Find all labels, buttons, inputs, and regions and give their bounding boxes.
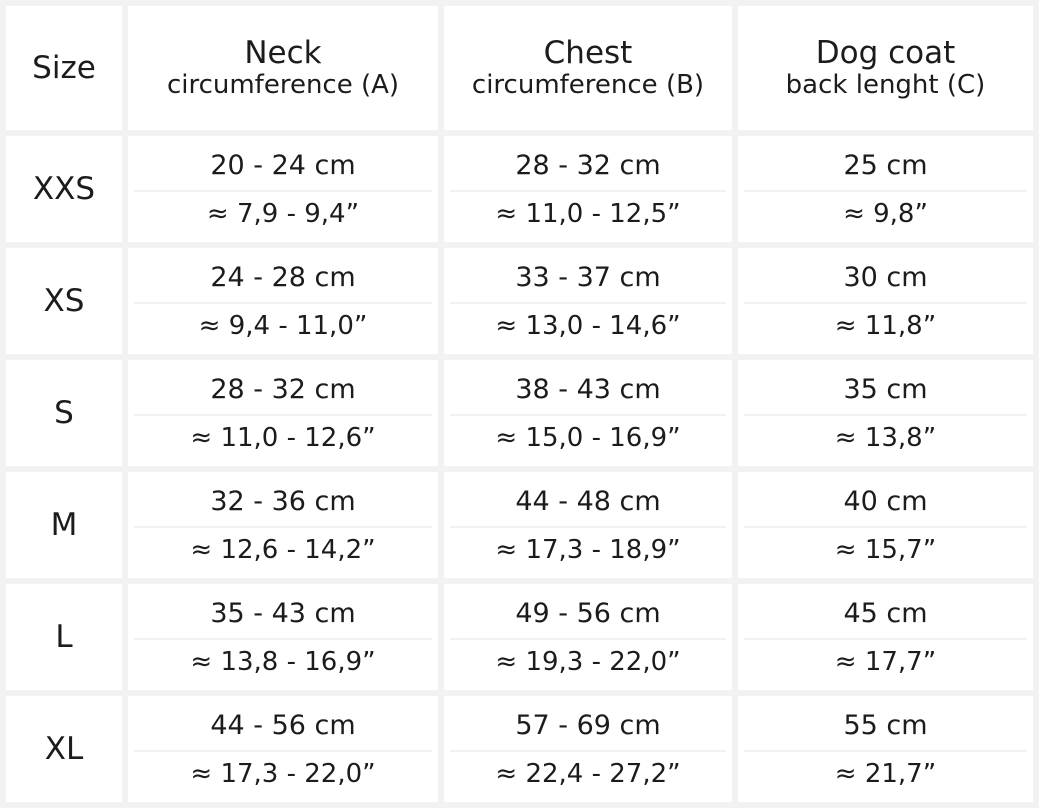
back-inch-value: ≈ 9,8” [843,198,928,229]
table-body [6,136,1033,802]
neck-measurement [134,368,432,458]
column-header-neck-main: Neck [244,34,322,71]
neck-measurement [134,144,432,234]
chest-measurement [450,256,726,346]
chest-cell [444,136,732,242]
chest-inch-value: ≈ 19,3 - 22,0” [495,646,681,677]
column-header-back [738,6,1033,130]
back-inch-value: ≈ 15,7” [834,534,937,565]
column-header-size [6,6,122,130]
back-cell [738,136,1033,242]
neck-measurement [134,704,432,794]
chest-cell [444,248,732,354]
table-header-row [6,6,1033,130]
chest-cm-value: 28 - 32 cm [450,144,726,191]
neck-cell [128,248,438,354]
chest-inch-value: ≈ 13,0 - 14,6” [495,310,681,341]
size-cell [6,472,122,578]
column-header-size-text: Size [32,49,96,86]
table-row [6,472,1033,578]
chest-measurement [450,704,726,794]
size-label: M [50,506,78,543]
back-cm-value: 35 cm [744,368,1027,415]
chest-cm-value: 44 - 48 cm [450,480,726,527]
chest-inch-value: ≈ 22,4 - 27,2” [495,758,681,789]
back-inch-value: ≈ 21,7” [834,758,937,789]
neck-measurement [134,480,432,570]
neck-cm-value: 32 - 36 cm [134,480,432,527]
chest-cell [444,360,732,466]
chest-measurement [450,480,726,570]
neck-inch-value: ≈ 9,4 - 11,0” [198,310,368,341]
size-label: XL [44,730,84,767]
chest-inch-value: ≈ 11,0 - 12,5” [495,198,681,229]
column-header-neck [128,6,438,130]
neck-inch-value: ≈ 7,9 - 9,4” [206,198,360,229]
neck-inch-value: ≈ 13,8 - 16,9” [190,646,376,677]
chest-inch-value: ≈ 15,0 - 16,9” [495,422,681,453]
table-row [6,248,1033,354]
size-label: S [54,394,74,431]
size-cell [6,248,122,354]
neck-inch-value: ≈ 17,3 - 22,0” [190,758,376,789]
back-cell [738,360,1033,466]
column-header-chest-main: Chest [543,34,633,71]
table-row [6,696,1033,802]
back-measurement [744,480,1027,570]
chest-measurement [450,368,726,458]
neck-inch-value: ≈ 12,6 - 14,2” [190,534,376,565]
neck-measurement [134,592,432,682]
chest-cm-value: 57 - 69 cm [450,704,726,751]
column-header-back-sub: back lenght (C) [785,69,986,100]
neck-cell [128,360,438,466]
chest-measurement [450,592,726,682]
back-cm-value: 30 cm [744,256,1027,303]
size-label: XS [43,282,85,319]
neck-cell [128,136,438,242]
back-cm-value: 40 cm [744,480,1027,527]
back-cm-value: 25 cm [744,144,1027,191]
back-inch-value: ≈ 13,8” [834,422,937,453]
chest-inch-value: ≈ 17,3 - 18,9” [495,534,681,565]
neck-inch-value: ≈ 11,0 - 12,6” [190,422,376,453]
back-inch-value: ≈ 17,7” [834,646,937,677]
size-cell [6,696,122,802]
back-cm-value: 55 cm [744,704,1027,751]
chest-cell [444,584,732,690]
neck-cm-value: 44 - 56 cm [134,704,432,751]
chest-cm-value: 49 - 56 cm [450,592,726,639]
neck-cm-value: 35 - 43 cm [134,592,432,639]
back-measurement [744,368,1027,458]
chest-cell [444,696,732,802]
back-cm-value: 45 cm [744,592,1027,639]
neck-cm-value: 28 - 32 cm [134,368,432,415]
size-cell [6,136,122,242]
column-header-neck-sub: circumference (A) [166,69,400,100]
neck-cell [128,696,438,802]
back-measurement [744,592,1027,682]
table-row [6,136,1033,242]
back-measurement [744,704,1027,794]
chest-measurement [450,144,726,234]
column-header-chest [444,6,732,130]
chest-cell [444,472,732,578]
neck-cell [128,472,438,578]
column-header-back-main: Dog coat [815,34,956,71]
chest-cm-value: 33 - 37 cm [450,256,726,303]
back-inch-value: ≈ 11,8” [834,310,937,341]
neck-cm-value: 20 - 24 cm [134,144,432,191]
neck-cm-value: 24 - 28 cm [134,256,432,303]
back-cell [738,472,1033,578]
table-row [6,360,1033,466]
size-cell [6,360,122,466]
column-header-chest-sub: circumference (B) [471,69,705,100]
back-measurement [744,256,1027,346]
size-label: XXS [32,170,96,207]
chest-cm-value: 38 - 43 cm [450,368,726,415]
size-label: L [55,618,73,655]
back-measurement [744,144,1027,234]
back-cell [738,584,1033,690]
back-cell [738,248,1033,354]
neck-cell [128,584,438,690]
table-header [6,6,1033,130]
table-row [6,584,1033,690]
size-cell [6,584,122,690]
neck-measurement [134,256,432,346]
back-cell [738,696,1033,802]
